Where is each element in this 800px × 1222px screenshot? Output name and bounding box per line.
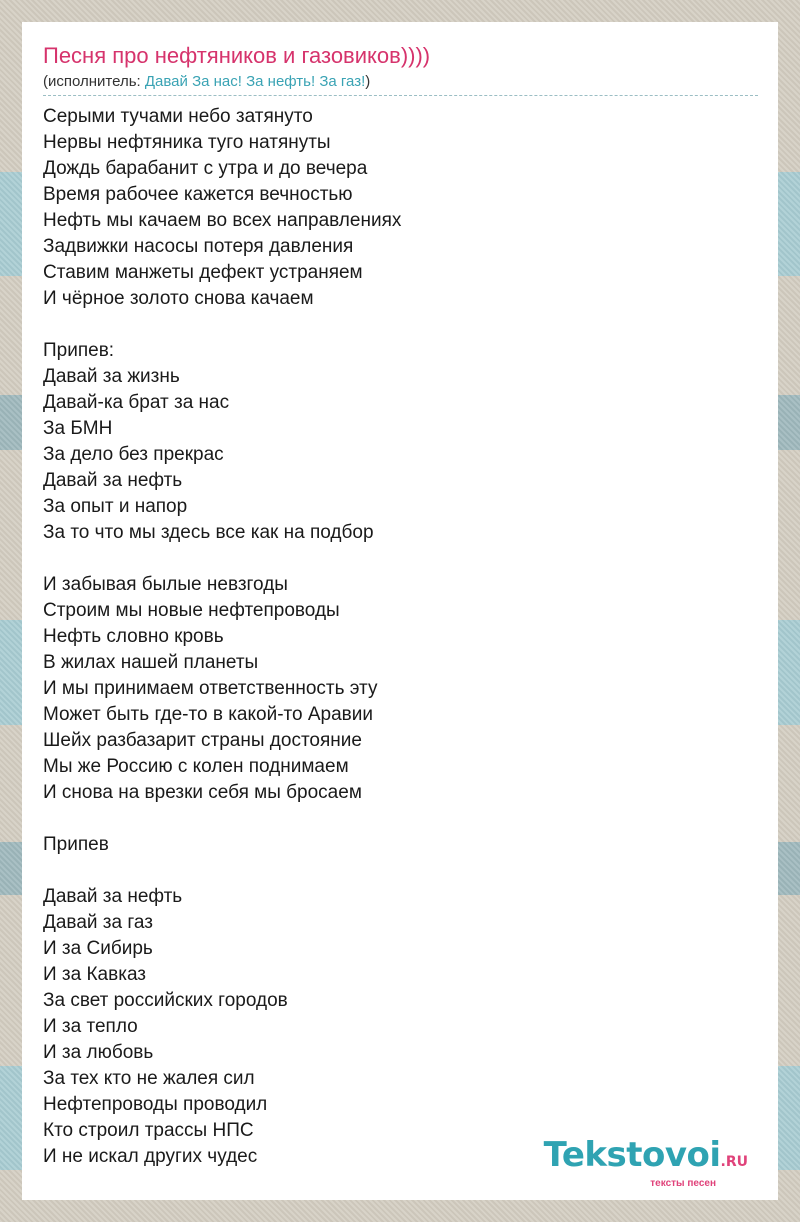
- lyric-line: Дождь барабанит с утра и до вечера: [43, 158, 368, 179]
- lyric-line: За опыт и напор: [43, 496, 188, 517]
- artist-byline: [43, 72, 758, 96]
- lyric-blank-line: [43, 858, 758, 884]
- lyric-blank-line: [43, 546, 758, 572]
- lyric-line: И за Кавказ: [43, 964, 147, 985]
- lyric-line: Давай за нефть: [43, 886, 183, 907]
- lyric-line: Ставим манжеты дефект устраняем: [43, 262, 363, 283]
- byline-suffix: ): [365, 73, 371, 90]
- lyric-line: Припев: [43, 834, 109, 855]
- lyric-line: Нефть словно кровь: [43, 626, 224, 647]
- lyric-line: И мы принимаем ответственность эту: [43, 678, 378, 699]
- lyrics-card: [22, 22, 778, 1200]
- lyric-line: За свет российских городов: [43, 990, 288, 1011]
- lyrics-body: [43, 104, 758, 1170]
- logo-tagline: тексты песен: [650, 1178, 716, 1189]
- lyric-line: И не искал других чудес: [43, 1146, 258, 1167]
- lyric-line: Строим мы новые нефтепроводы: [43, 600, 340, 621]
- lyric-line: Нефть мы качаем во всех направлениях: [43, 210, 402, 231]
- lyric-line: За БМН: [43, 418, 113, 439]
- artist-link[interactable]: Давай За нас! За нефть! За газ!: [144, 73, 366, 90]
- lyric-line: В жилах нашей планеты: [43, 652, 259, 673]
- lyric-line: Задвижки насосы потеря давления: [43, 236, 354, 257]
- lyric-blank-line: [43, 312, 758, 338]
- lyric-line: Давай за жизнь: [43, 366, 180, 387]
- lyric-line: Нефтепроводы проводил: [43, 1094, 268, 1115]
- song-title: Песня про нефтяников и газовиков)))): [43, 43, 431, 68]
- lyric-line: И за тепло: [43, 1016, 138, 1037]
- lyric-line: Серыми тучами небо затянуто: [43, 106, 313, 127]
- lyric-blank-line: [43, 806, 758, 832]
- lyric-line: За тех кто не жалея сил: [43, 1068, 255, 1089]
- lyric-line: И за любовь: [43, 1042, 154, 1063]
- lyric-line: И чёрное золото снова качаем: [43, 288, 314, 309]
- lyric-line: И снова на врезки себя мы бросаем: [43, 782, 362, 803]
- lyric-line: Шейх разбазарит страны достояние: [43, 730, 362, 751]
- byline-prefix: (исполнитель:: [43, 73, 145, 90]
- lyric-line: Давай за нефть: [43, 470, 183, 491]
- logo-wordmark: Tekstovoi: [543, 1135, 721, 1175]
- lyric-line: Нервы нефтяника туго натянуты: [43, 132, 331, 153]
- lyric-line: Давай-ка брат за нас: [43, 392, 230, 413]
- lyric-line: Кто строил трассы НПС: [43, 1120, 254, 1141]
- lyric-line: Припев:: [43, 340, 115, 361]
- lyric-line: Давай за газ: [43, 912, 153, 933]
- lyric-line: За то что мы здесь все как на подбор: [43, 522, 374, 543]
- site-logo[interactable]: [544, 1137, 748, 1190]
- lyric-line: За дело без прекрас: [43, 444, 224, 465]
- lyric-line: Мы же Россию с колен поднимаем: [43, 756, 349, 777]
- lyric-line: Может быть где-то в какой-то Аравии: [43, 704, 373, 725]
- lyric-line: И за Сибирь: [43, 938, 153, 959]
- lyric-line: Время рабочее кажется вечностью: [43, 184, 353, 205]
- logo-tld: .RU: [720, 1154, 748, 1170]
- lyric-line: И забывая былые невзгоды: [43, 574, 288, 595]
